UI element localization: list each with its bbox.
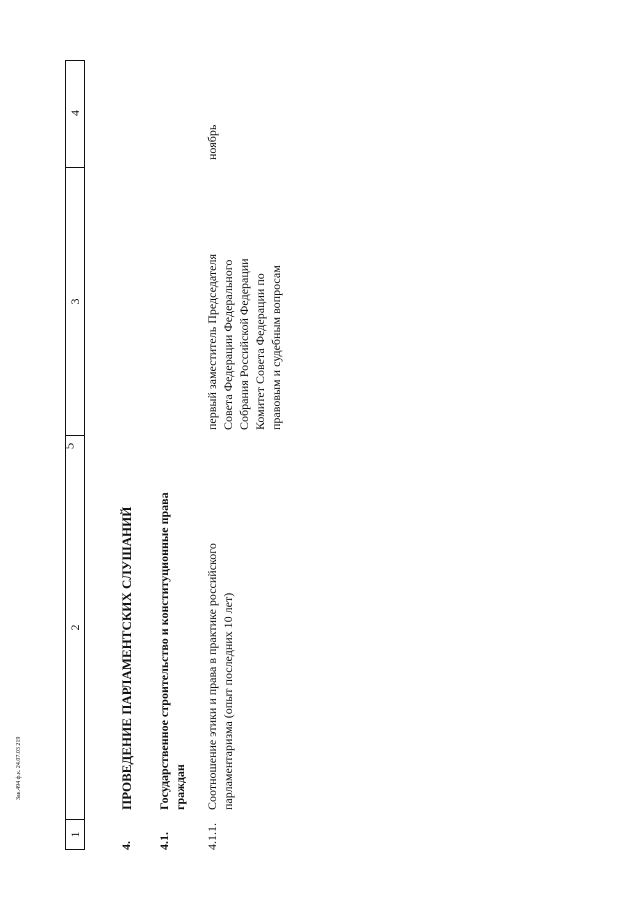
header-col-2: 2 (66, 435, 84, 819)
section-number: 4. (119, 841, 133, 850)
header-col-3: 3 (66, 167, 84, 435)
item-topic-line2: парламентаризма (опыт последних 10 лет) (221, 592, 235, 810)
header-col-4: 4 (68, 110, 82, 116)
subsection-title-line2: граждан (173, 764, 187, 810)
header-col-1: 1 (66, 819, 84, 849)
responsible-line-4: Комитет Совета Федерации по (253, 273, 267, 430)
item-topic-line1: Соотношение этики и права в практике российского (205, 543, 219, 810)
footer-code: Зак.494 ф.к. 24.07.03 219 (16, 736, 22, 800)
responsible-line-3: Собрания Российской Федерации (237, 258, 251, 430)
subsection-number: 4.1. (157, 832, 171, 850)
item-number: 4.1.1. (205, 823, 219, 850)
subsection-title-line1: Государственное строительство и конституционные права (157, 492, 171, 810)
table-header (65, 60, 85, 850)
responsible-line-5: правовым и судебным вопросам (269, 265, 283, 430)
responsible-line-1: первый заместитель Председателя (205, 254, 219, 430)
page-number: 5 (61, 442, 77, 450)
section-title: ПРОВЕДЕНИЕ ПАРЛАМЕНТСКИХ СЛУШАНИЙ (119, 506, 134, 810)
responsible-line-2: Совета Федерации Федерального (221, 259, 235, 430)
rotated-table (65, 60, 575, 850)
deadline-date: ноябрь (205, 124, 219, 160)
